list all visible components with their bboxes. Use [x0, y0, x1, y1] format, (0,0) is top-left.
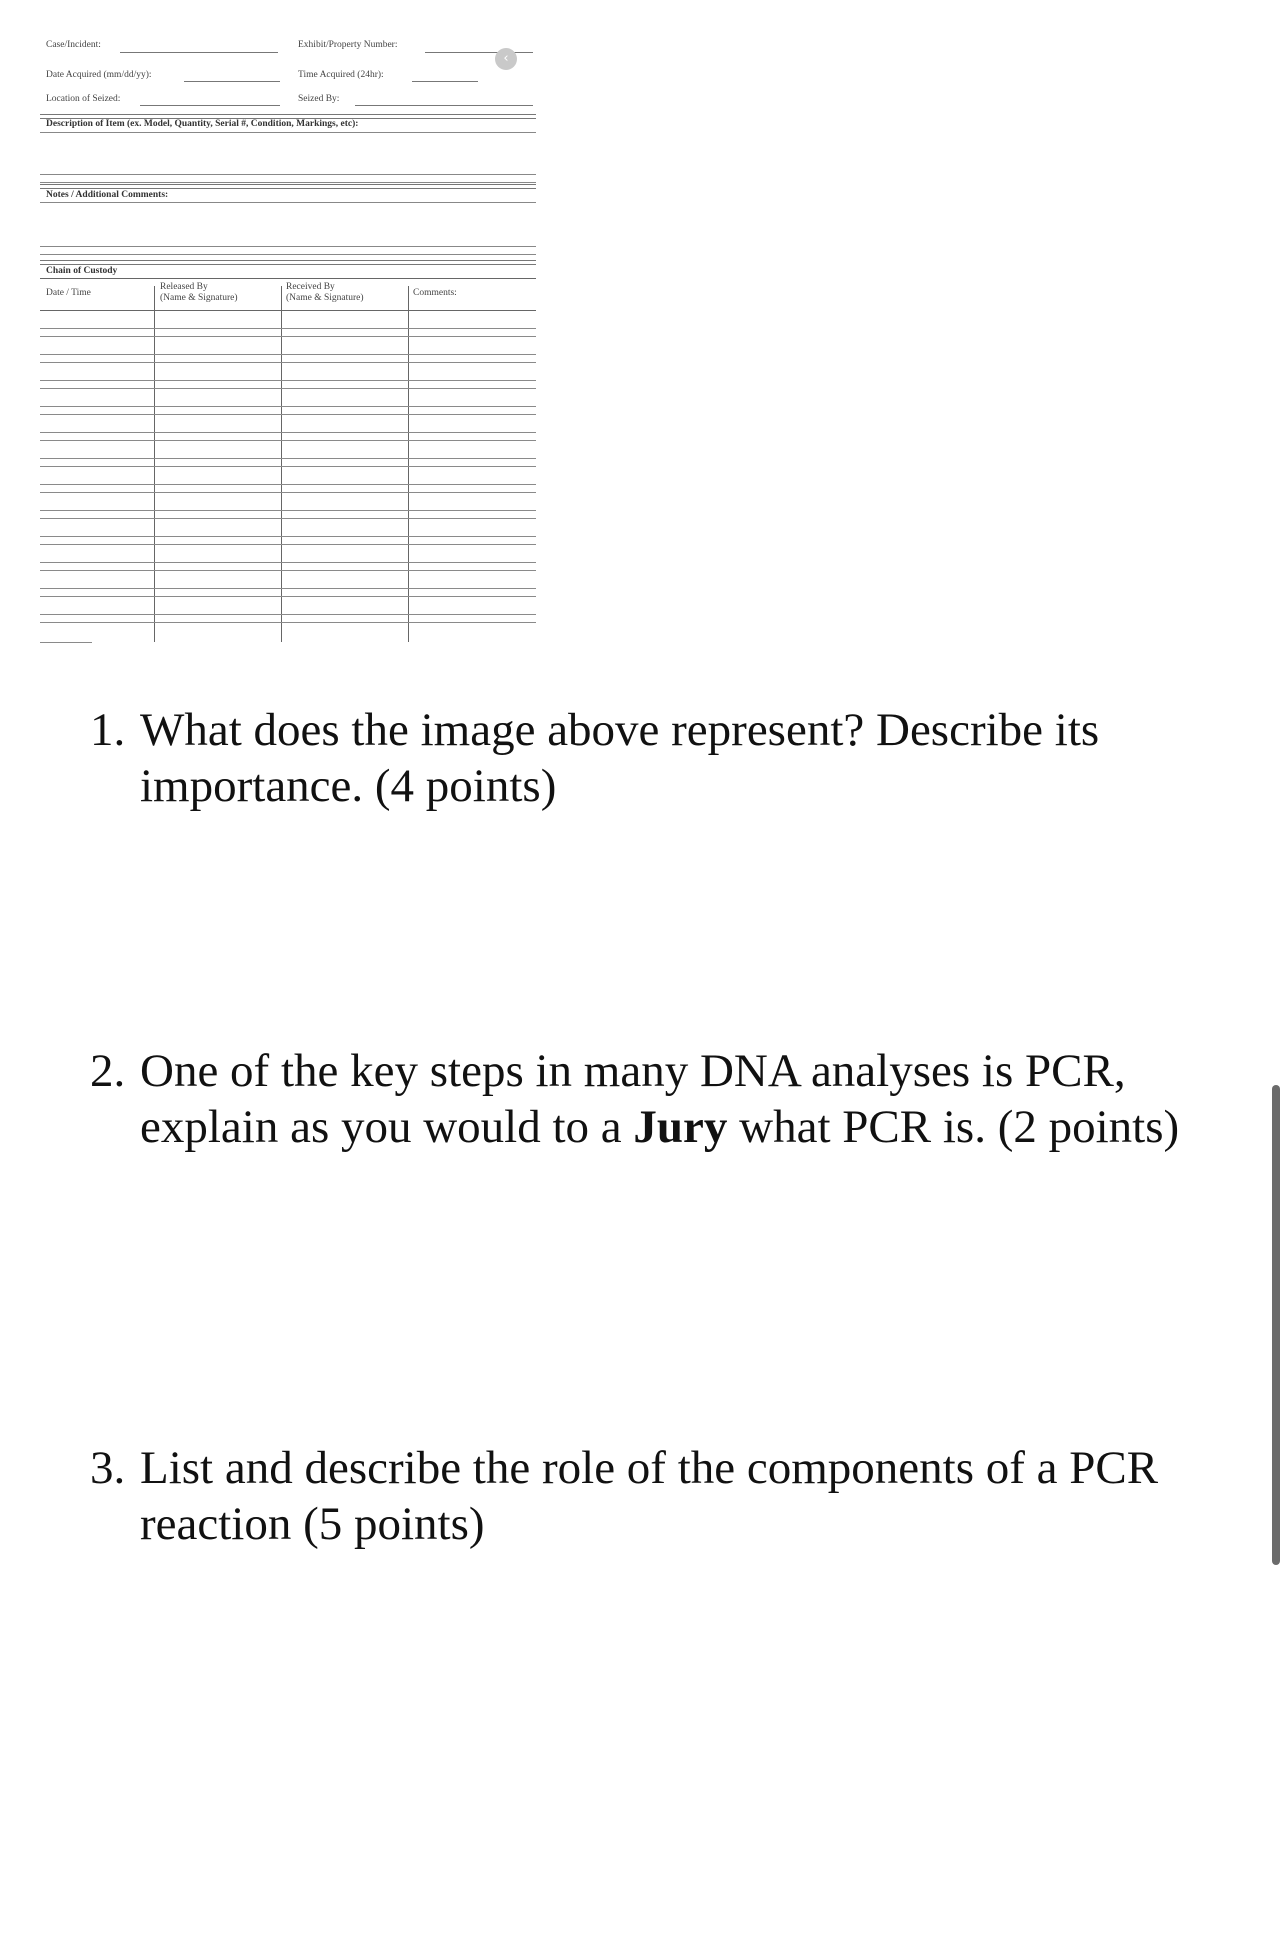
col-released-by-label: Released By [160, 282, 208, 292]
notes-rule [40, 202, 536, 203]
table-row [40, 354, 536, 355]
table-row [40, 336, 536, 337]
col-received-by [286, 282, 364, 304]
location-seized-line [140, 105, 280, 106]
table-row [40, 562, 536, 563]
table-row [40, 406, 536, 407]
question-2 [90, 1043, 1220, 1155]
table-row [40, 432, 536, 433]
seized-by-line [355, 105, 533, 106]
date-acquired-label: Date Acquired (mm/dd/yy): [46, 70, 152, 80]
table-row [40, 414, 536, 415]
chevron-left-icon[interactable]: ‹ [495, 48, 517, 70]
question-text: What does the image above represent? Describe its importance. (4 points) [140, 704, 1100, 812]
question-text-part: what PCR is. (2 points) [727, 1101, 1180, 1153]
table-header [40, 274, 536, 312]
table-row [40, 388, 536, 389]
table-row [40, 484, 536, 485]
time-acquired-label: Time Acquired (24hr): [298, 70, 384, 80]
col-date-time: Date / Time [46, 288, 91, 298]
chain-of-custody-form [40, 34, 536, 642]
question-text: List and describe the role of the components of a PCR reaction (5 points) [140, 1442, 1159, 1550]
col-received-by-sub: (Name & Signature) [286, 293, 364, 303]
table-row [40, 596, 536, 597]
case-incident-label: Case/Incident: [46, 40, 101, 50]
notes-rule [40, 254, 536, 255]
question-emphasis: Jury [633, 1101, 728, 1153]
notes-rule [40, 246, 536, 247]
seized-by-label: Seized By: [298, 94, 340, 104]
exhibit-number-line [425, 52, 533, 53]
col-released-by [160, 282, 238, 304]
location-seized-label: Location of Seized: [46, 94, 121, 104]
description-rule [40, 132, 536, 133]
description-rule [40, 182, 536, 183]
table-row [40, 544, 536, 545]
question-number: 1. [90, 704, 126, 756]
col-comments: Comments: [413, 288, 457, 298]
question-number: 2. [90, 1045, 126, 1097]
table-row [40, 570, 536, 571]
table-row [40, 622, 536, 623]
description-label: Description of Item (ex. Model, Quantity, Serial #, Condition, Markings, etc): [46, 119, 359, 129]
table-row [40, 642, 92, 643]
table-row [40, 458, 536, 459]
scrollbar[interactable] [1272, 1085, 1280, 1565]
exhibit-number-label: Exhibit/Property Number: [298, 40, 398, 50]
col-received-by-label: Received By [286, 282, 335, 292]
table-row [40, 536, 536, 537]
time-acquired-line [412, 81, 478, 82]
case-incident-line [120, 52, 278, 53]
date-acquired-line [184, 81, 280, 82]
table-row [40, 362, 536, 363]
table-row [40, 380, 536, 381]
question-number: 3. [90, 1442, 126, 1494]
question-3 [90, 1440, 1220, 1552]
question-1 [90, 702, 1220, 814]
chain-of-custody-table [40, 266, 536, 642]
table-row [40, 328, 536, 329]
notes-label: Notes / Additional Comments: [46, 190, 169, 200]
table-row [40, 614, 536, 615]
table-row [40, 510, 536, 511]
question-text [140, 1043, 1220, 1155]
section-rule [40, 184, 536, 189]
table-row [40, 518, 536, 519]
col-released-by-sub: (Name & Signature) [160, 293, 238, 303]
table-row [40, 492, 536, 493]
table-row [40, 310, 536, 311]
section-rule [40, 260, 536, 265]
description-rule [40, 174, 536, 175]
question-text-part: One of the key steps in many DNA analyses is PCR, explain as you would to a [140, 1045, 1126, 1153]
table-row [40, 466, 536, 467]
table-row [40, 440, 536, 441]
chain-of-custody-label: Chain of Custody [46, 266, 118, 276]
table-row [40, 588, 536, 589]
